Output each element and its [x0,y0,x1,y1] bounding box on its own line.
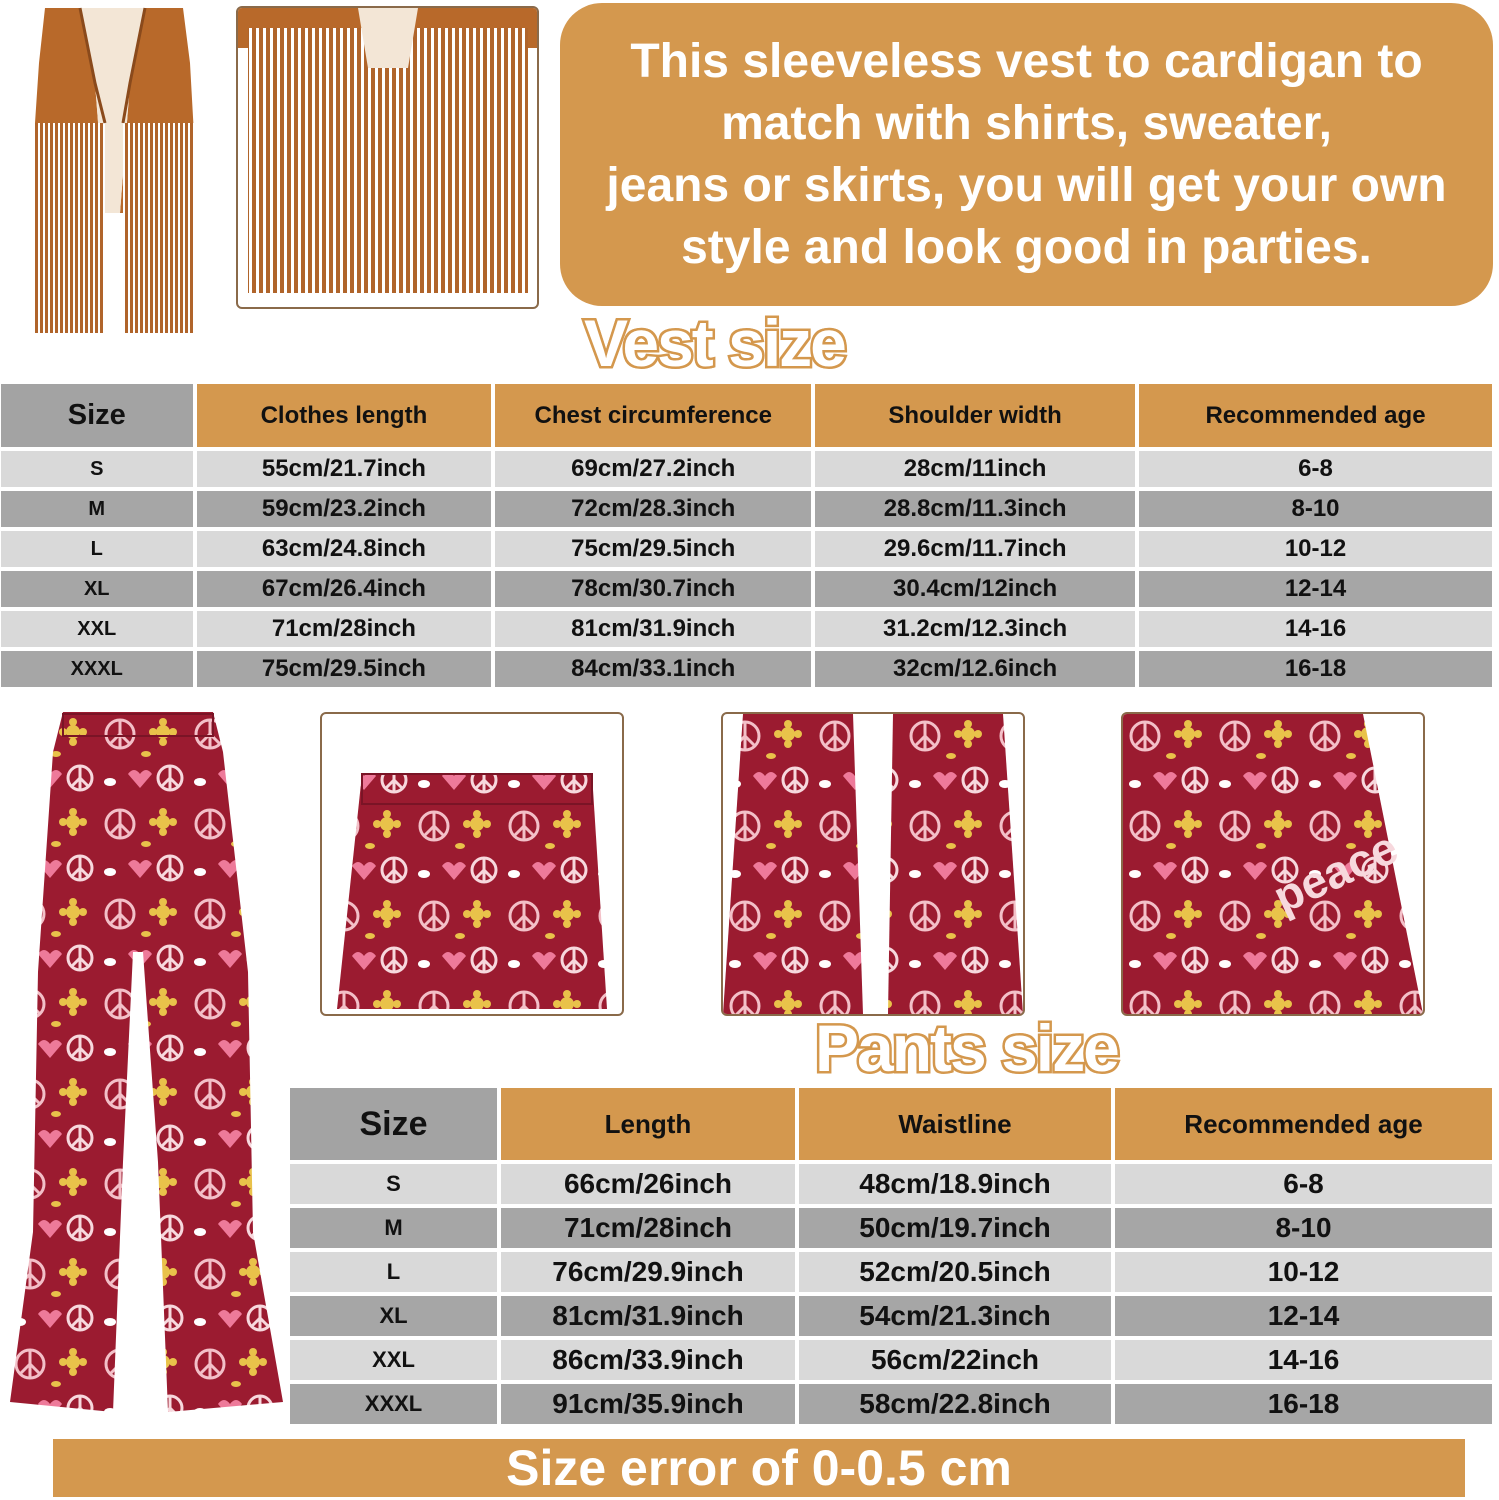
vest-cell: 84cm/33.1inch [495,651,811,687]
promo-line: match with shirts, sweater, [721,96,1332,150]
table-row [290,1384,1492,1424]
promo-line: style and look good in parties. [681,220,1372,274]
vest-cell: 75cm/29.5inch [495,531,811,567]
table-row [290,1296,1492,1336]
promo-line: jeans or skirts, you will get your own [606,158,1447,212]
vest-cell: 81cm/31.9inch [495,611,811,647]
pants-cell: 14-16 [1115,1340,1492,1380]
pants-cell: 76cm/29.9inch [501,1252,795,1292]
pants-header-size: Size [290,1088,497,1160]
vest-cell: 28.8cm/11.3inch [815,491,1135,527]
promo-panel [560,3,1493,306]
pants-header-age: Recommended age [1115,1088,1492,1160]
pants-leg-closeup [721,712,1025,1016]
vest-cell: 55cm/21.7inch [197,451,492,487]
table-row [290,1252,1492,1292]
pants-fabric-closeup [1121,712,1425,1016]
pants-header-length: Length [501,1088,795,1160]
pants-size-title: Pants size [815,1011,1118,1085]
vest-header-age: Recommended age [1139,384,1492,447]
pants-cell-size: M [290,1208,497,1248]
vest-cell: 6-8 [1139,451,1492,487]
vest-cell: 71cm/28inch [197,611,492,647]
vest-header-chest: Chest circumference [495,384,811,447]
pants-cell: 56cm/22inch [799,1340,1111,1380]
vest-fringe-closeup [236,6,539,309]
pants-size-table [286,1084,1496,1428]
vest-cell-size: XXXL [1,651,193,687]
vest-header-size: Size [1,384,193,447]
pants-cell: 10-12 [1115,1252,1492,1292]
table-row [290,1164,1492,1204]
vest-cell: 67cm/26.4inch [197,571,492,607]
pants-cell: 6-8 [1115,1164,1492,1204]
vest-cell-size: S [1,451,193,487]
vest-cell: 28cm/11inch [815,451,1135,487]
pants-cell: 71cm/28inch [501,1208,795,1248]
pants-cell: 12-14 [1115,1296,1492,1336]
vest-cell-size: XL [1,571,193,607]
vest-size-table [0,380,1496,691]
vest-cell-size: XXL [1,611,193,647]
vest-cell-size: M [1,491,193,527]
table-row [290,1340,1492,1380]
vest-cell: 16-18 [1139,651,1492,687]
vest-cell: 63cm/24.8inch [197,531,492,567]
vest-cell: 8-10 [1139,491,1492,527]
table-row [1,611,1492,647]
promo-text [567,31,1487,279]
vest-cell: 59cm/23.2inch [197,491,492,527]
pants-cell-size: XL [290,1296,497,1336]
vest-cell: 72cm/28.3inch [495,491,811,527]
size-error-text: Size error of 0-0.5 cm [506,1440,1012,1496]
table-row [1,531,1492,567]
vest-cell: 75cm/29.5inch [197,651,492,687]
vest-cell-size: L [1,531,193,567]
table-row [1,491,1492,527]
vest-cell: 30.4cm/12inch [815,571,1135,607]
vest-cell: 31.2cm/12.3inch [815,611,1135,647]
pants-header-waist: Waistline [799,1088,1111,1160]
pants-cell-size: S [290,1164,497,1204]
size-error-banner [53,1439,1465,1497]
print-word: peace [1265,820,1406,924]
vest-header-length: Clothes length [197,384,492,447]
vest-cell: 10-12 [1139,531,1492,567]
pants-cell: 91cm/35.9inch [501,1384,795,1424]
pants-cell: 48cm/18.9inch [799,1164,1111,1204]
vest-cell: 12-14 [1139,571,1492,607]
table-row [1,451,1492,487]
table-row [290,1208,1492,1248]
vest-cell: 32cm/12.6inch [815,651,1135,687]
pants-photo [8,712,288,1417]
vest-photo [25,3,205,338]
vest-cell: 69cm/27.2inch [495,451,811,487]
pants-cell: 54cm/21.3inch [799,1296,1111,1336]
vest-size-title: Vest size [584,306,845,380]
pants-cell-size: XXL [290,1340,497,1380]
pants-cell: 66cm/26inch [501,1164,795,1204]
promo-line: This sleeveless vest to cardigan to [630,34,1423,88]
pants-cell: 52cm/20.5inch [799,1252,1111,1292]
pants-cell: 50cm/19.7inch [799,1208,1111,1248]
pants-cell-size: XXXL [290,1384,497,1424]
pants-cell: 16-18 [1115,1384,1492,1424]
pants-cell: 81cm/31.9inch [501,1296,795,1336]
table-row [1,571,1492,607]
pants-cell: 58cm/22.8inch [799,1384,1111,1424]
table-row [1,651,1492,687]
pants-cell: 86cm/33.9inch [501,1340,795,1380]
vest-cell: 78cm/30.7inch [495,571,811,607]
pants-cell: 8-10 [1115,1208,1492,1248]
vest-cell: 14-16 [1139,611,1492,647]
pants-waist-closeup [320,712,624,1016]
vest-cell: 29.6cm/11.7inch [815,531,1135,567]
pants-cell-size: L [290,1252,497,1292]
vest-header-shoulder: Shoulder width [815,384,1135,447]
